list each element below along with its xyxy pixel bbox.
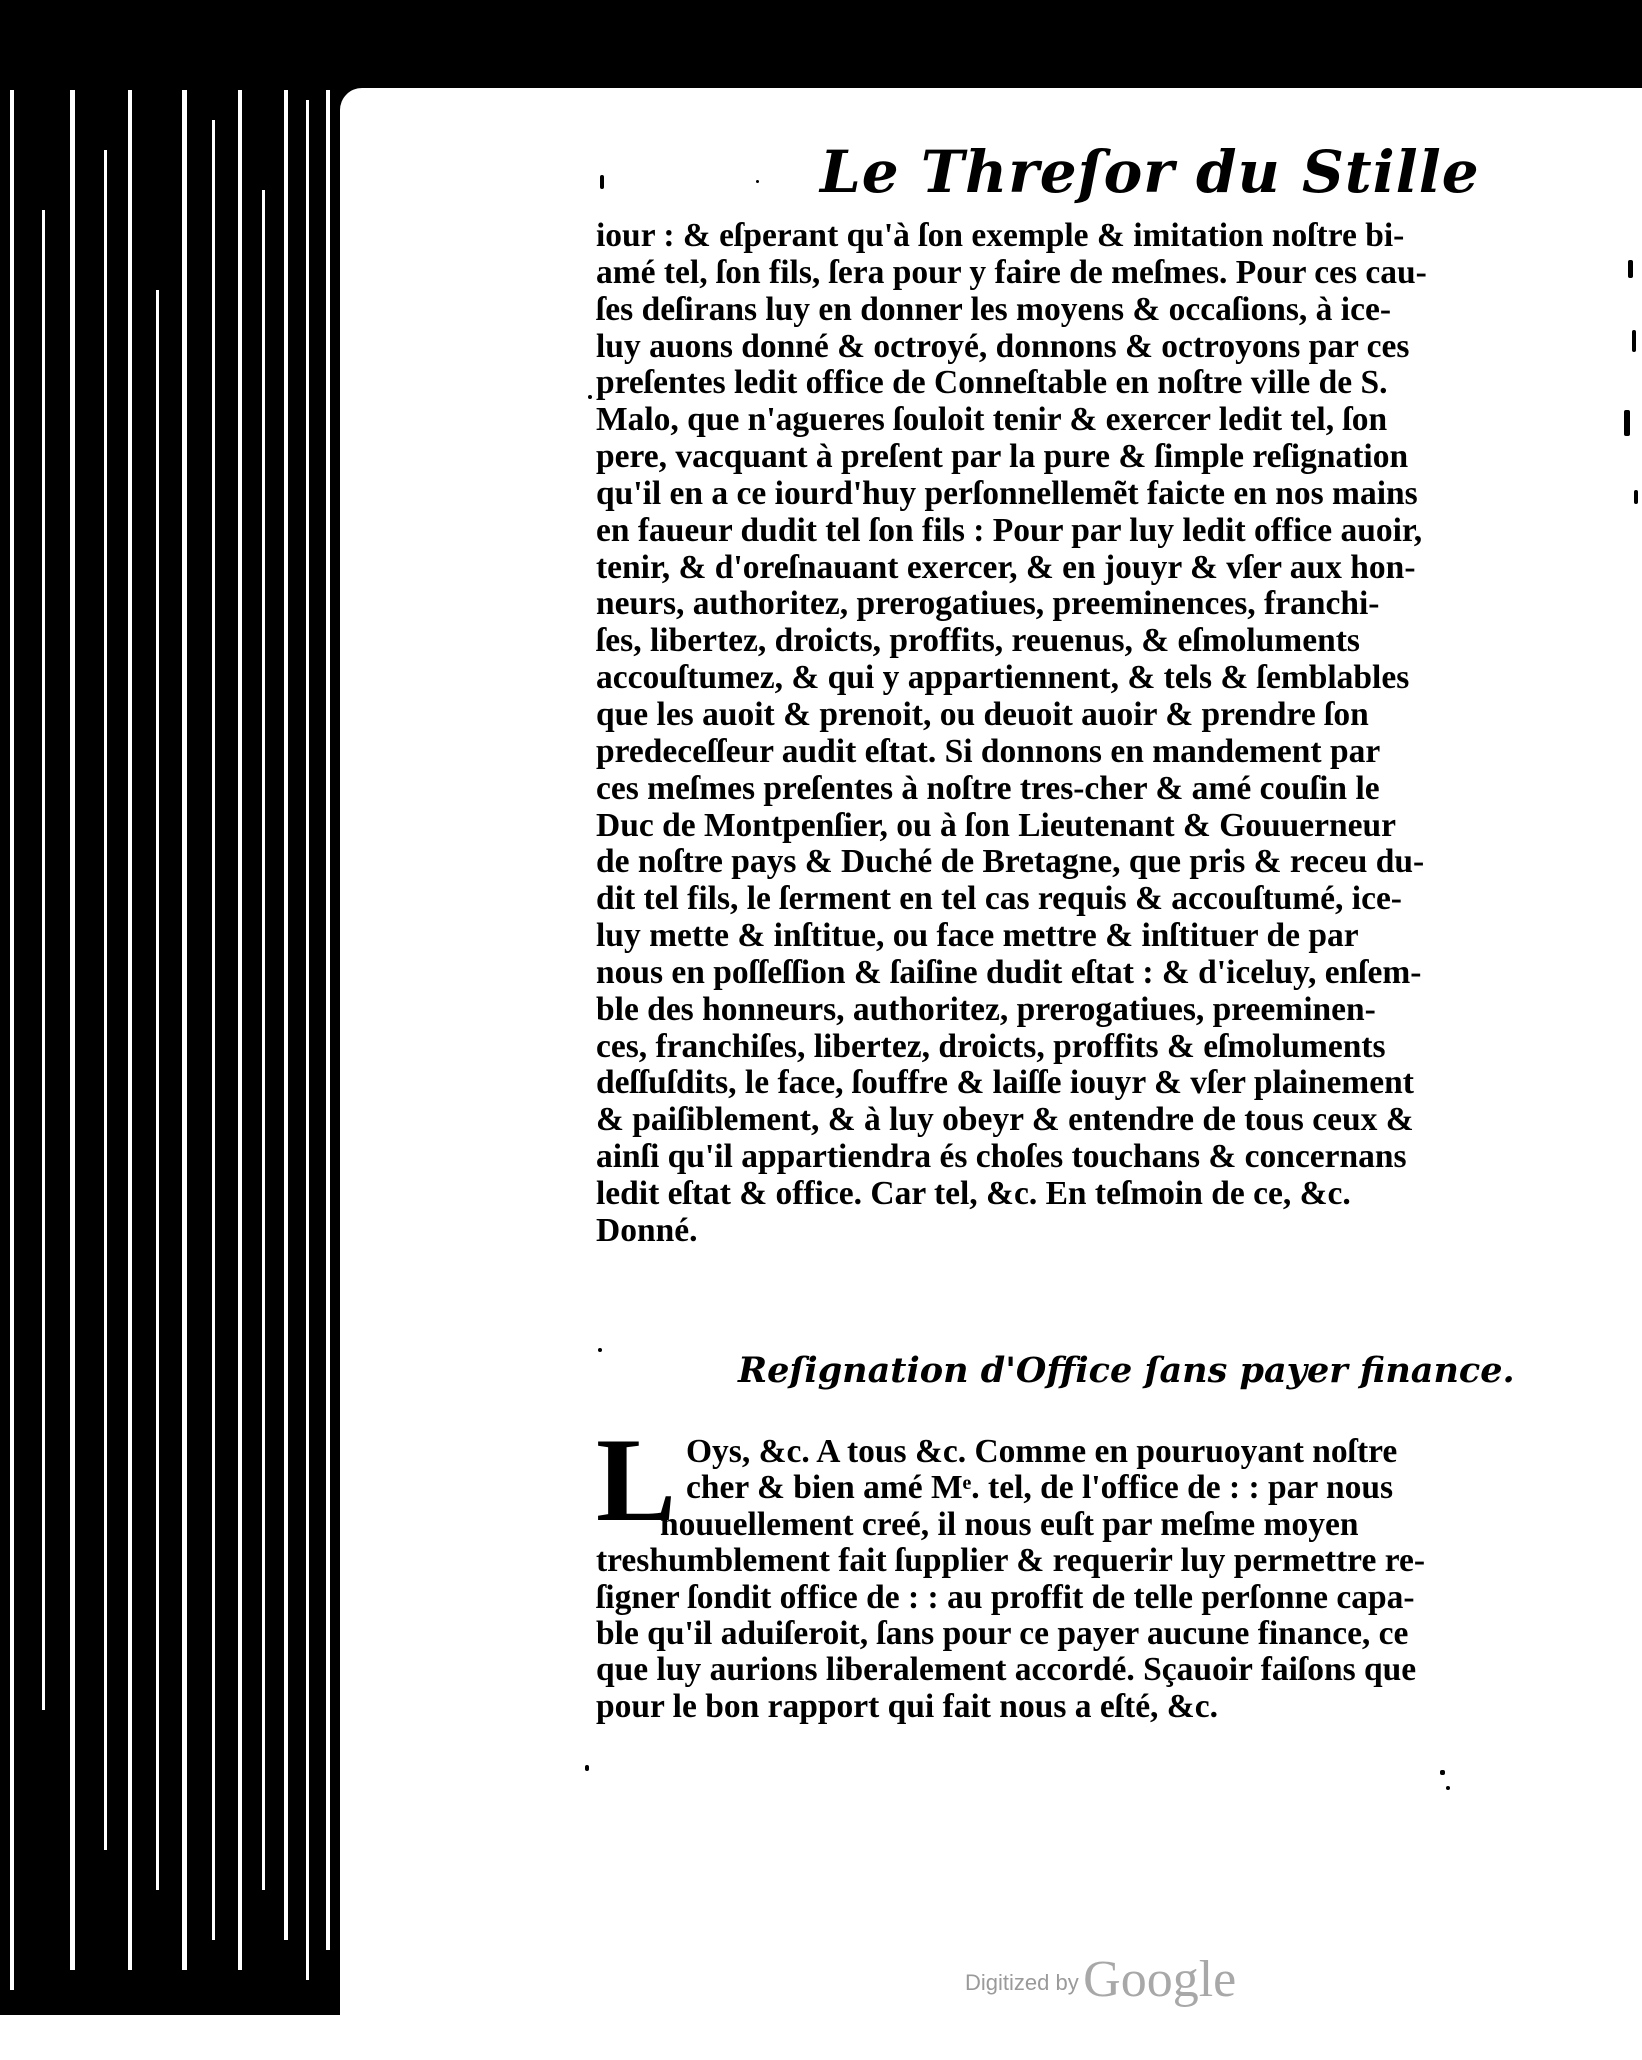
text-line: ſes, libertez, droicts, proffits, reuenus, & eſmoluments	[596, 622, 1360, 660]
google-brand-mark: Google	[1083, 1951, 1237, 2008]
text-line: ſigner ſondit office de : : au proffit de telle perſonne capa-	[596, 1578, 1415, 1616]
digitization-watermark	[965, 1950, 1236, 2009]
text-line: ble qu'il aduiſeroit, ſans pour ce payer aucune finance, ce	[596, 1614, 1409, 1652]
text-line: que luy aurions liberalement accordé. Sçauoir faiſons que	[596, 1651, 1417, 1689]
scan-speck	[598, 1348, 602, 1352]
scan-speck	[1632, 330, 1636, 352]
text-line: de noſtre pays & Duché de Bretagne, que pris & receu du-	[596, 843, 1425, 881]
text-line: Oys, &c. A tous &c. Comme en pouruoyant noſtre	[686, 1433, 1398, 1470]
text-line: neurs, authoritez, prerogatiues, preeminences, franchi-	[596, 585, 1380, 623]
text-line: amé tel, ſon fils, ſera pour y faire de meſmes. Pour ces cau-	[596, 253, 1427, 291]
text-line: ble des honneurs, authoritez, prerogatiues, preeminen-	[596, 990, 1376, 1028]
digitized-by-label: Digitized by	[965, 1970, 1079, 1995]
text-line: deſſuſdits, le face, ſouffre & laiſſe iouyr & vſer plainement	[596, 1064, 1414, 1102]
section-heading: Reſignation d'Office ſans payer finance.	[738, 1350, 1515, 1391]
page-edge-scan-artifact	[0, 90, 360, 2015]
text-line: pere, vacquant à preſent par la pure & ſimple reſignation	[596, 438, 1409, 476]
scan-speck	[585, 1765, 589, 1771]
text-line: luy auons donné & octroyé, donnons & octroyons par ces	[596, 327, 1410, 365]
scan-speck	[756, 180, 759, 183]
text-line: luy mette & inſtitue, ou face mettre & inſtituer de par	[596, 917, 1359, 955]
running-head: Le Threſor du Stille	[820, 138, 1480, 206]
text-line: que les auoit & prenoit, ou deuoit auoir & prendre ſon	[596, 695, 1369, 733]
text-line: Donné.	[596, 1211, 698, 1249]
text-line: & paiſiblement, & à luy obeyr & entendre de tous ceux &	[596, 1101, 1414, 1139]
section-paragraph	[596, 1434, 1526, 1725]
text-line: pour le bon rapport qui fait nous a eſté, &c.	[596, 1687, 1218, 1725]
text-line: dit tel fils, le ſerment en tel cas requis & accouſtumé, ice-	[596, 880, 1402, 918]
text-line: Duc de Montpenſier, ou à ſon Lieutenant & Gouuerneur	[596, 806, 1397, 844]
text-line: ces meſmes preſentes à noſtre tres-cher & amé couſin le	[596, 769, 1380, 807]
scan-speck	[588, 395, 592, 399]
scan-speck	[600, 175, 604, 189]
text-line: Malo, que n'agueres ſouloit tenir & exercer ledit tel, ſon	[596, 401, 1388, 439]
text-line: tenir, & d'oreſnauant exercer, & en jouyr & vſer aux hon-	[596, 548, 1416, 586]
text-line: preſentes ledit office de Conneſtable en noſtre ville de S.	[596, 364, 1388, 402]
scan-speck	[1440, 1770, 1445, 1775]
body-paragraph	[596, 218, 1526, 1250]
scan-speck	[1446, 1786, 1450, 1790]
text-line: en faueur dudit tel ſon fils : Pour par luy ledit office auoir,	[596, 511, 1423, 549]
text-line: qu'il en a ce iourd'huy perſonnellemẽt faicte en nos mains	[596, 474, 1418, 512]
drop-cap: L	[596, 1413, 677, 1546]
text-line: ces, franchiſes, libertez, droicts, proffits & eſmoluments	[596, 1027, 1386, 1065]
text-line: ledit eſtat & office. Car tel, &c. En teſmoin de ce, &c.	[596, 1174, 1351, 1212]
text-line: iour : & eſperant qu'à ſon exemple & imitation noſtre bi-	[596, 217, 1405, 254]
scan-speck	[1634, 490, 1638, 504]
text-line: nouuellement creé, il nous euſt par meſme moyen	[660, 1505, 1359, 1543]
text-line: cher & bien amé Mᵉ. tel, de l'office de : : par nous	[686, 1469, 1394, 1507]
text-line: predeceſſeur audit eſtat. Si donnons en mandement par	[596, 732, 1381, 770]
scan-speck	[1628, 260, 1633, 278]
text-line: treshumblement fait ſupplier & requerir luy permettre re-	[596, 1542, 1425, 1580]
text-line: accouſtumez, & qui y appartiennent, & tels & ſemblables	[596, 659, 1410, 697]
scan-top-border	[0, 0, 1642, 95]
text-line: ſes deſirans luy en donner les moyens & occaſions, à ice-	[596, 290, 1391, 328]
text-line: ainſi qu'il appartiendra és choſes touchans & concernans	[596, 1138, 1407, 1176]
scan-speck	[1624, 410, 1630, 436]
text-line: nous en poſſeſſion & ſaiſine dudit eſtat : & d'iceluy, enſem-	[596, 953, 1422, 991]
